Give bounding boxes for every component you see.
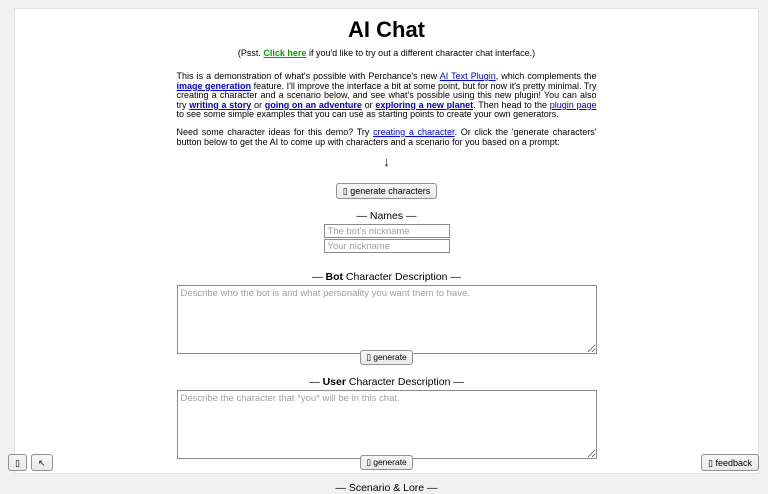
- user-nickname-input[interactable]: [324, 239, 450, 253]
- writing-a-story-link[interactable]: writing a story: [189, 99, 252, 110]
- corner-button-group: [8, 454, 53, 471]
- user-generate-button[interactable]: ▯ generate: [360, 455, 413, 470]
- generate-characters-button[interactable]: ▯ generate characters: [336, 183, 438, 199]
- content-panel: [14, 8, 759, 494]
- names-inputs: [177, 224, 597, 253]
- bot-generate-row: [177, 347, 597, 365]
- missing-glyph-button[interactable]: ▯: [8, 454, 27, 471]
- exploring-a-new-planet-link[interactable]: exploring a new planet: [375, 99, 474, 110]
- creating-a-character-link[interactable]: creating a character: [373, 126, 455, 137]
- names-heading: — Names —: [356, 210, 417, 223]
- intro-text: feature. I'll improve the interface a bit at some point, but for now it's pretty minimal. Try creating a character and a scenario below, and see what's possible using this new plugin! You can also try: [176, 80, 597, 110]
- psst-suffix: if you'd like to try out a different character chat interface.): [306, 48, 536, 58]
- intro-text: or: [251, 99, 265, 110]
- heading-rest: Character Description —: [343, 271, 461, 284]
- ai-text-plugin-link[interactable]: AI Text Plugin: [439, 71, 496, 81]
- heading-rest: Character Description —: [345, 376, 464, 389]
- intro-text: to see some simple examples that you can use as starting points to create your own generators.: [176, 109, 559, 120]
- intro-text: , which complements the: [495, 71, 597, 81]
- heading-bold-word: User: [322, 376, 346, 389]
- plugin-page-link[interactable]: plugin page: [549, 99, 597, 110]
- user-description-heading: [177, 377, 597, 388]
- heading-dash: —: [309, 376, 323, 389]
- ideas-text: . Or click the 'generate characters' button below to get the AI to come up with characters and a scenario for you based on a prompt:: [176, 126, 597, 147]
- ideas-paragraph: [177, 128, 597, 147]
- going-on-an-adventure-link[interactable]: going on an adventure: [264, 99, 362, 110]
- heading-bold-word: Bot: [325, 271, 344, 284]
- psst-note: [15, 48, 758, 59]
- fullscreen-arrow-button[interactable]: ↖: [31, 454, 53, 471]
- bot-generate-button[interactable]: ▯ generate: [360, 350, 413, 365]
- feedback-button[interactable]: ▯ feedback: [701, 454, 759, 471]
- bot-description-heading: [177, 272, 597, 283]
- user-description-textarea[interactable]: [177, 390, 597, 459]
- generate-characters-row: [177, 181, 597, 199]
- page-title: AI Chat: [348, 17, 425, 42]
- bot-nickname-input[interactable]: [324, 224, 450, 238]
- intro-text: or: [361, 99, 376, 110]
- intro-paragraph: [177, 72, 597, 120]
- down-arrow-icon: ↓: [383, 154, 390, 170]
- different-interface-link[interactable]: Click here: [263, 48, 307, 58]
- intro-text: This is a demonstration of what's possible with Perchance's new: [176, 71, 440, 81]
- heading-dash: —: [312, 271, 326, 284]
- bot-description-textarea[interactable]: [177, 285, 597, 354]
- intro-text: . Then head to the: [473, 99, 550, 110]
- scenario-lore-heading: — Scenario & Lore —: [335, 482, 438, 494]
- user-generate-row: [177, 452, 597, 470]
- ideas-text: Need some character ideas for this demo? Try: [176, 126, 374, 137]
- psst-prefix: (Psst.: [237, 48, 264, 58]
- image-generation-link[interactable]: image generation: [176, 80, 252, 91]
